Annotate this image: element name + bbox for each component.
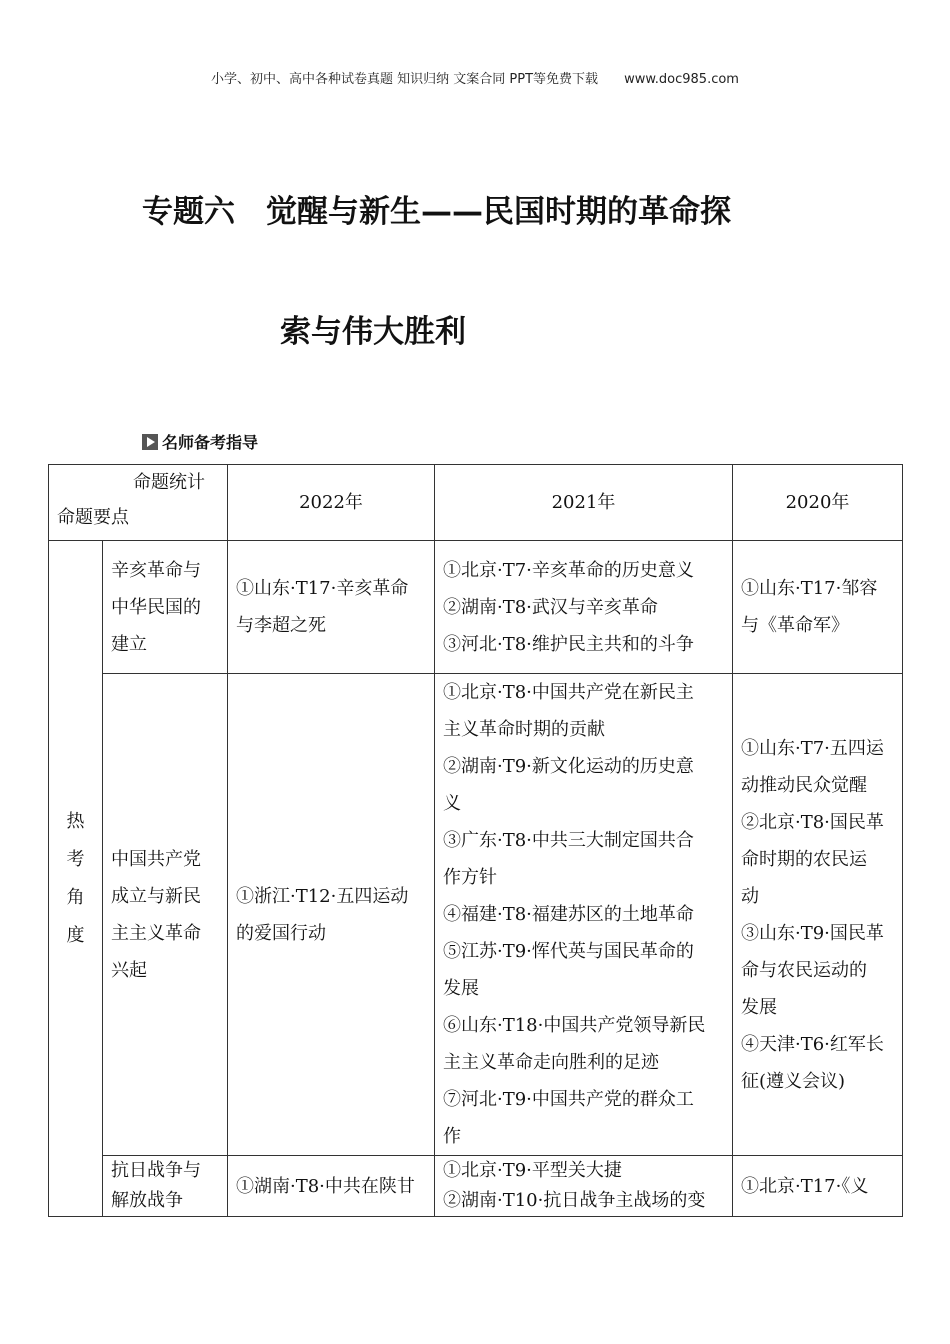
cell-line: 中华民国的 <box>111 596 201 618</box>
cell-line: ①浙江·T12·五四运动 <box>236 885 409 907</box>
corner-top: 命题统计 <box>133 472 205 493</box>
cell-line: 主义革命时期的贡献 <box>443 719 605 740</box>
cell-2021 <box>435 674 733 1156</box>
cell-line: 动 <box>741 885 759 907</box>
cell-line: ②湖南·T10·抗日战争主战场的变 <box>443 1190 706 1211</box>
topic-cell <box>103 1156 228 1217</box>
cell-2021 <box>435 1156 733 1217</box>
cell-2022 <box>228 1156 435 1217</box>
cell-line: ⑤江苏·T9·恽代英与国民革命的 <box>443 941 694 962</box>
corner-cell <box>49 465 228 541</box>
page-title-line2: 索与伟大胜利 <box>280 314 466 350</box>
cell-line: 作 <box>443 1126 461 1147</box>
year-header: 2022年 <box>228 465 435 541</box>
cell-line: ③山东·T9·国民革 <box>741 922 884 944</box>
cell-line: 征(遵义会议) <box>741 1070 846 1092</box>
cell-line: 命时期的农民运 <box>741 848 867 870</box>
cell-line: 发展 <box>741 996 777 1018</box>
cell-2020 <box>733 674 903 1156</box>
cell-line: 辛亥革命与 <box>111 559 201 581</box>
section-heading <box>142 430 258 453</box>
cell-line: ②湖南·T8·武汉与辛亥革命 <box>443 596 658 618</box>
year-header: 2021年 <box>435 465 733 541</box>
cell-line: ①北京·T8·中国共产党在新民主 <box>443 682 694 703</box>
cell-2022 <box>228 674 435 1156</box>
cell-2020 <box>733 1156 903 1217</box>
cell-line: 命与农民运动的 <box>741 959 867 981</box>
page-header <box>0 68 950 87</box>
cell-line: ⑥山东·T18·中国共产党领导新民 <box>443 1015 706 1036</box>
cell-line: 动推动民众觉醒 <box>741 774 867 796</box>
cell-line: 主主义革命 <box>111 922 201 944</box>
cell-line: 的爱国行动 <box>236 922 326 944</box>
cell-line: ③广东·T8·中共三大制定国共合 <box>443 830 694 851</box>
cell-2020 <box>733 541 903 674</box>
cell-line: ⑦河北·T9·中国共产党的群众工 <box>443 1089 694 1110</box>
cell-2022 <box>228 541 435 674</box>
table-header-row <box>49 465 903 541</box>
cell-line: 与李超之死 <box>236 615 326 636</box>
cell-line: ④福建·T8·福建苏区的土地革命 <box>443 904 694 925</box>
cell-line: 义 <box>443 793 461 814</box>
cell-line: 与《革命军》 <box>741 615 849 636</box>
cell-line: 兴起 <box>111 959 147 981</box>
cell-line: 抗日战争与 <box>111 1160 201 1181</box>
cell-line: 建立 <box>111 633 147 655</box>
side-char: 热 <box>66 810 85 832</box>
cell-line: 发展 <box>443 978 479 999</box>
table-row <box>49 541 903 674</box>
table-row <box>49 1156 903 1217</box>
page-title-line1: 专题六 觉醒与新生——民国时期的革命探 <box>142 194 731 230</box>
header-text: 小学、初中、高中各种试卷真题 知识归纳 文案合同 PPT等免费下载 <box>211 72 599 87</box>
section-label: 名师备考指导 <box>162 433 259 452</box>
cell-line: ④天津·T6·红军长 <box>741 1033 884 1055</box>
cell-line: ①山东·T17·辛亥革命 <box>236 578 409 599</box>
cell-line: ①山东·T17·邹容 <box>741 578 878 599</box>
cell-line: 解放战争 <box>111 1190 183 1211</box>
side-char: 考 <box>66 848 85 870</box>
table-row <box>49 674 903 1156</box>
cell-line: ①山东·T7·五四运 <box>741 737 884 759</box>
cell-line: ①湖南·T8·中共在陕甘 <box>236 1175 415 1197</box>
cell-line: 中国共产党 <box>111 848 201 870</box>
exam-stats-table <box>48 464 903 1217</box>
side-char: 度 <box>66 924 85 946</box>
cell-line: 作方针 <box>443 867 497 888</box>
corner-bottom: 命题要点 <box>57 507 129 528</box>
topic-cell <box>103 674 228 1156</box>
cell-line: ③河北·T8·维护民主共和的斗争 <box>443 633 694 655</box>
cell-line: ①北京·T7·辛亥革命的历史意义 <box>443 559 694 581</box>
cell-line: ①北京·T9·平型关大捷 <box>443 1160 622 1181</box>
play-icon <box>142 434 158 450</box>
side-char: 角 <box>66 886 85 908</box>
cell-2021 <box>435 541 733 674</box>
header-site[interactable]: www.doc985.com <box>624 72 739 87</box>
topic-cell <box>103 541 228 674</box>
cell-line: ②北京·T8·国民革 <box>741 811 884 833</box>
side-label <box>49 541 103 1217</box>
cell-line: ①北京·T17·《义 <box>741 1175 869 1197</box>
cell-line: 主主义革命走向胜利的足迹 <box>443 1052 659 1073</box>
cell-line: 成立与新民 <box>111 885 201 907</box>
year-header: 2020年 <box>733 465 903 541</box>
cell-line: ②湖南·T9·新文化运动的历史意 <box>443 756 694 777</box>
